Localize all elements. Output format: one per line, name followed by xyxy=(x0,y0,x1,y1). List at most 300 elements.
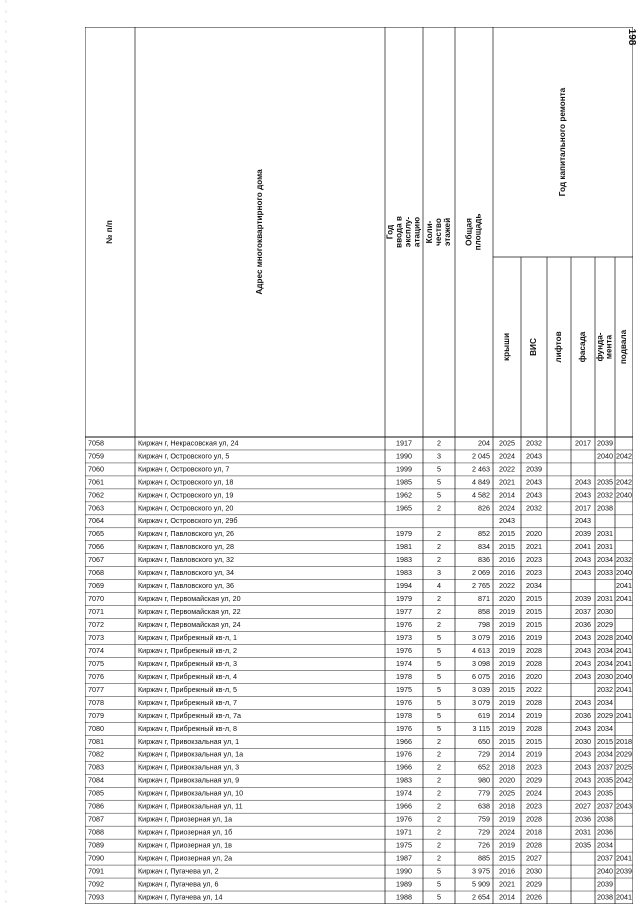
capital-repair-table xyxy=(85,27,633,904)
cell-area: 619 xyxy=(478,710,490,720)
table-row xyxy=(88,892,632,901)
cell-facade: 2043 xyxy=(575,749,591,759)
cell-num: 7069 xyxy=(88,581,104,591)
cell-year: 1989 xyxy=(396,879,412,889)
cell-floors: 2 xyxy=(437,438,441,448)
cell-vis: 2022 xyxy=(526,684,542,694)
cell-address: Киржач г, Первомайская ул, 24 xyxy=(138,620,241,630)
cell-facade: 2036 xyxy=(575,620,591,630)
cell-vis: 2023 xyxy=(526,762,542,772)
cell-area: 834 xyxy=(478,542,490,552)
cell-vis: 2024 xyxy=(526,788,542,798)
cell-vis: 2032 xyxy=(526,503,542,513)
cell-address: Киржач г, Павловского ул, 32 xyxy=(138,555,235,565)
table-row xyxy=(88,711,632,720)
cell-foundation: 2039 xyxy=(597,438,613,448)
cell-year: 1988 xyxy=(396,892,412,902)
cell-basement: 2042 xyxy=(616,477,632,487)
table-row xyxy=(88,438,613,447)
cell-basement: 2041 xyxy=(616,658,632,668)
cell-facade: 2036 xyxy=(575,814,591,824)
cell-floors: 2 xyxy=(437,762,441,772)
cell-address: Киржач г, Привокзальная ул, 9 xyxy=(138,775,240,785)
cell-foundation: 2038 xyxy=(597,892,613,902)
cell-roof: 2019 xyxy=(499,840,515,850)
cell-area: 4 582 xyxy=(472,490,490,500)
cell-foundation: 2034 xyxy=(597,658,613,668)
cell-vis: 2039 xyxy=(526,464,542,474)
cell-year: 1974 xyxy=(396,658,412,668)
cell-roof: 2025 xyxy=(499,788,515,798)
table-row xyxy=(88,646,632,655)
table-row xyxy=(88,633,632,642)
cell-vis: 2028 xyxy=(526,658,542,668)
cell-address: Киржач г, Павловского ул, 28 xyxy=(138,542,235,552)
cell-year: 1985 xyxy=(396,477,412,487)
cell-area: 759 xyxy=(478,814,490,824)
cell-roof: 2015 xyxy=(499,529,515,539)
cell-facade: 2043 xyxy=(575,788,591,798)
cell-year: 1990 xyxy=(396,451,412,461)
cell-basement: 2041 xyxy=(616,594,632,604)
cell-roof: 2019 xyxy=(499,658,515,668)
cell-foundation: 2034 xyxy=(597,723,613,733)
cell-year: 1975 xyxy=(396,684,412,694)
cell-foundation: 2040 xyxy=(597,866,613,876)
cell-vis: 2034 xyxy=(526,581,542,591)
cell-floors: 5 xyxy=(437,684,441,694)
cell-facade: 2043 xyxy=(575,723,591,733)
cell-basement: 2041 xyxy=(616,645,632,655)
cell-floors: 5 xyxy=(437,723,441,733)
cell-num: 7071 xyxy=(88,607,104,617)
cell-area: 2 654 xyxy=(472,892,490,902)
cell-basement: 2040 xyxy=(616,671,632,681)
cell-year: 1979 xyxy=(396,594,412,604)
cell-facade: 2043 xyxy=(575,762,591,772)
cell-vis: 2043 xyxy=(526,490,542,500)
cell-year: 1977 xyxy=(396,607,412,617)
cell-num: 7077 xyxy=(88,684,104,694)
cell-facade: 2043 xyxy=(575,568,591,578)
cell-foundation: 2031 xyxy=(597,594,613,604)
table-row xyxy=(88,594,632,603)
header-foundation: фунда- xyxy=(595,332,605,362)
cell-facade: 2043 xyxy=(575,490,591,500)
cell-address: Киржач г, Прибрежный кв-л, 7а xyxy=(138,710,242,720)
cell-year: 1983 xyxy=(396,775,412,785)
table-body xyxy=(88,438,632,901)
header-year-built: эксплу- xyxy=(403,216,413,248)
cell-roof: 2021 xyxy=(499,477,515,487)
cell-vis: 2043 xyxy=(526,451,542,461)
cell-area: 779 xyxy=(478,788,490,798)
cell-roof: 2024 xyxy=(499,451,515,461)
cell-year: 1973 xyxy=(396,632,412,642)
cell-vis: 2019 xyxy=(526,710,542,720)
cell-area: 3 098 xyxy=(472,658,490,668)
cell-foundation: 2035 xyxy=(597,788,613,798)
cell-address: Киржач г, Островского ул, 20 xyxy=(138,503,234,513)
cell-basement: 2042 xyxy=(616,451,632,461)
cell-num: 7064 xyxy=(88,516,104,526)
cell-num: 7079 xyxy=(88,710,104,720)
cell-facade: 2039 xyxy=(575,529,591,539)
cell-year: 1975 xyxy=(396,840,412,850)
cell-vis: 2015 xyxy=(526,620,542,630)
cell-year: 1978 xyxy=(396,671,412,681)
cell-foundation: 2035 xyxy=(597,775,613,785)
cell-roof: 2019 xyxy=(499,697,515,707)
cell-num: 7070 xyxy=(88,594,104,604)
cell-basement: 2041 xyxy=(616,684,632,694)
cell-foundation: 2037 xyxy=(597,853,613,863)
cell-foundation: 2038 xyxy=(597,814,613,824)
cell-facade: 2043 xyxy=(575,632,591,642)
cell-basement: 2041 xyxy=(616,892,632,902)
cell-year: 1983 xyxy=(396,555,412,565)
cell-num: 7085 xyxy=(88,788,104,798)
cell-vis: 2028 xyxy=(526,814,542,824)
cell-address: Киржач г, Привокзальная ул, 1 xyxy=(138,736,240,746)
cell-area: 852 xyxy=(478,529,490,539)
cell-year: 1965 xyxy=(396,503,412,513)
cell-address: Киржач г, Прибрежный кв-л, 8 xyxy=(138,723,238,733)
cell-vis: 2027 xyxy=(526,853,542,863)
cell-floors: 2 xyxy=(437,749,441,759)
cell-num: 7083 xyxy=(88,762,104,772)
cell-vis: 2028 xyxy=(526,697,542,707)
cell-area: 652 xyxy=(478,762,490,772)
cell-year: 1987 xyxy=(396,853,412,863)
cell-year: 1990 xyxy=(396,866,412,876)
cell-address: Киржач г, Приозерная ул, 1в xyxy=(138,840,232,850)
cell-area: 638 xyxy=(478,801,490,811)
table-row xyxy=(88,477,632,486)
header-foundation: мента xyxy=(604,334,614,360)
cell-year: 1999 xyxy=(396,464,412,474)
table-row xyxy=(88,607,613,616)
table-row xyxy=(88,503,613,512)
table-row xyxy=(88,802,632,811)
table-row xyxy=(88,516,591,525)
cell-address: Киржач г, Павловского ул, 26 xyxy=(138,529,235,539)
cell-vis: 2028 xyxy=(526,645,542,655)
cell-floors: 5 xyxy=(437,477,441,487)
cell-area: 3 115 xyxy=(472,723,490,733)
table-row xyxy=(88,841,613,850)
table-row xyxy=(88,581,632,590)
table-row xyxy=(88,776,632,785)
cell-roof: 2019 xyxy=(499,607,515,617)
cell-vis: 2028 xyxy=(526,840,542,850)
cell-address: Киржач г, Прибрежный кв-л, 3 xyxy=(138,658,238,668)
cell-num: 7076 xyxy=(88,671,104,681)
cell-year: 1978 xyxy=(396,710,412,720)
cell-foundation: 2015 xyxy=(597,736,613,746)
cell-roof: 2020 xyxy=(499,594,515,604)
cell-basement: 2039 xyxy=(616,866,632,876)
cell-roof: 2016 xyxy=(499,632,515,642)
cell-address: Киржач г, Прибрежный кв-л, 2 xyxy=(138,645,238,655)
cell-foundation: 2032 xyxy=(597,684,613,694)
cell-num: 7088 xyxy=(88,827,104,837)
cell-address: Киржач г, Островского ул, 19 xyxy=(138,490,234,500)
cell-year: 1976 xyxy=(396,620,412,630)
cell-num: 7093 xyxy=(88,892,104,902)
cell-vis: 2029 xyxy=(526,879,542,889)
cell-roof: 2014 xyxy=(499,749,515,759)
cell-floors: 2 xyxy=(437,801,441,811)
cell-num: 7089 xyxy=(88,840,104,850)
cell-foundation: 2030 xyxy=(597,607,613,617)
cell-vis: 2028 xyxy=(526,723,542,733)
cell-floors: 2 xyxy=(437,814,441,824)
cell-roof: 2018 xyxy=(499,801,515,811)
cell-foundation: 2029 xyxy=(597,620,613,630)
cell-address: Киржач г, Островского ул, 29б xyxy=(138,516,238,526)
cell-vis: 2015 xyxy=(526,736,542,746)
cell-floors: 2 xyxy=(437,594,441,604)
table-row xyxy=(88,724,613,733)
cell-foundation: 2036 xyxy=(597,827,613,837)
cell-floors: 2 xyxy=(437,620,441,630)
cell-area: 729 xyxy=(478,749,490,759)
cell-area: 6 075 xyxy=(472,671,490,681)
cell-num: 7091 xyxy=(88,866,104,876)
cell-roof: 2015 xyxy=(499,542,515,552)
cell-foundation: 2034 xyxy=(597,555,613,565)
cell-num: 7082 xyxy=(88,749,104,759)
cell-num: 7092 xyxy=(88,879,104,889)
cell-area: 826 xyxy=(478,503,490,513)
header-lifts: лифтов xyxy=(554,331,564,363)
cell-num: 7063 xyxy=(88,503,104,513)
cell-vis: 2030 xyxy=(526,866,542,876)
cell-roof: 2019 xyxy=(499,723,515,733)
cell-foundation: 2029 xyxy=(597,710,613,720)
cell-floors: 5 xyxy=(437,464,441,474)
header-year-built: Год xyxy=(385,224,395,240)
cell-facade: 2041 xyxy=(575,542,591,552)
cell-year: 1976 xyxy=(396,814,412,824)
cell-address: Киржач г, Островского ул, 18 xyxy=(138,477,234,487)
cell-basement: 2041 xyxy=(616,581,632,591)
cell-roof: 2043 xyxy=(499,516,515,526)
cell-floors: 5 xyxy=(437,490,441,500)
cell-roof: 2014 xyxy=(499,710,515,720)
cell-foundation: 2030 xyxy=(597,671,613,681)
cell-address: Киржач г, Прибрежный кв-л, 1 xyxy=(138,632,238,642)
table-row xyxy=(88,685,632,694)
cell-roof: 2024 xyxy=(499,827,515,837)
table-row xyxy=(88,866,632,875)
header-roof: крыши xyxy=(502,333,512,361)
cell-num: 7058 xyxy=(88,438,104,448)
table-svg xyxy=(85,27,633,904)
cell-basement: 2029 xyxy=(616,749,632,759)
cell-address: Киржач г, Павловского ул, 34 xyxy=(138,568,235,578)
cell-foundation: 2038 xyxy=(597,503,613,513)
cell-address: Киржач г, Некрасовская ул, 24 xyxy=(138,438,239,448)
cell-foundation: 2032 xyxy=(597,490,613,500)
cell-vis: 2019 xyxy=(526,632,542,642)
cell-roof: 2020 xyxy=(499,775,515,785)
cell-foundation: 2034 xyxy=(597,840,613,850)
cell-floors: 2 xyxy=(437,503,441,513)
cell-area: 980 xyxy=(478,775,490,785)
table-row xyxy=(88,737,632,746)
cell-foundation: 2040 xyxy=(597,451,613,461)
cell-address: Киржач г, Прибрежный кв-л, 5 xyxy=(138,684,238,694)
header-floors: чество xyxy=(434,218,444,246)
cell-area: 726 xyxy=(478,840,490,850)
header-address: Адрес многоквартирного дома xyxy=(255,169,265,295)
cell-roof: 2015 xyxy=(499,736,515,746)
page-number: 198 xyxy=(626,28,637,46)
cell-floors: 5 xyxy=(437,866,441,876)
cell-area: 4 613 xyxy=(472,645,490,655)
cell-basement: 2041 xyxy=(616,853,632,863)
cell-roof: 2016 xyxy=(499,555,515,565)
table-row xyxy=(88,451,632,460)
cell-area: 2 463 xyxy=(472,464,490,474)
cell-floors: 5 xyxy=(437,632,441,642)
cell-floors: 2 xyxy=(437,853,441,863)
cell-vis: 2023 xyxy=(526,801,542,811)
cell-facade: 2043 xyxy=(575,555,591,565)
cell-roof: 2015 xyxy=(499,853,515,863)
cell-roof: 2019 xyxy=(499,620,515,630)
cell-year: 1976 xyxy=(396,697,412,707)
cell-address: Киржач г, Приозерная ул, 2а xyxy=(138,853,233,863)
cell-vis: 2023 xyxy=(526,555,542,565)
cell-roof: 2019 xyxy=(499,645,515,655)
table-row xyxy=(88,529,613,538)
cell-num: 7087 xyxy=(88,814,104,824)
cell-foundation: 2037 xyxy=(597,801,613,811)
table-row xyxy=(88,879,613,888)
table-row xyxy=(88,750,632,759)
cell-floors: 5 xyxy=(437,697,441,707)
cell-area: 2 045 xyxy=(472,451,490,461)
cell-num: 7090 xyxy=(88,853,104,863)
cell-vis: 2021 xyxy=(526,542,542,552)
table-row xyxy=(88,854,632,863)
cell-roof: 2016 xyxy=(499,671,515,681)
header-facade: фасада xyxy=(578,331,588,363)
header-area: площадь xyxy=(473,213,483,251)
cell-facade: 2039 xyxy=(575,594,591,604)
cell-roof: 2024 xyxy=(499,503,515,513)
cell-roof: 2021 xyxy=(499,879,515,889)
cell-num: 7068 xyxy=(88,568,104,578)
table-row xyxy=(88,698,613,707)
cell-num: 7081 xyxy=(88,736,104,746)
cell-address: Киржач г, Привокзальная ул, 1а xyxy=(138,749,244,759)
cell-facade: 2043 xyxy=(575,671,591,681)
cell-address: Киржач г, Островского ул, 7 xyxy=(138,464,230,474)
cell-address: Киржач г, Прибрежный кв-л, 7 xyxy=(138,697,238,707)
cell-facade: 2036 xyxy=(575,710,591,720)
cell-basement: 2041 xyxy=(616,710,632,720)
cell-year: 1981 xyxy=(396,542,412,552)
cell-address: Киржач г, Первомайская ул, 22 xyxy=(138,607,241,617)
cell-num: 7065 xyxy=(88,529,104,539)
cell-foundation: 2037 xyxy=(597,762,613,772)
cell-facade: 2043 xyxy=(575,645,591,655)
cell-roof: 2015 xyxy=(499,684,515,694)
cell-floors: 2 xyxy=(437,827,441,837)
cell-vis: 2029 xyxy=(526,775,542,785)
cell-area: 836 xyxy=(478,555,490,565)
cell-floors: 5 xyxy=(437,658,441,668)
cell-year: 1966 xyxy=(396,801,412,811)
cell-floors: 5 xyxy=(437,892,441,902)
cell-area: 650 xyxy=(478,736,490,746)
cell-floors: 5 xyxy=(437,671,441,681)
cell-basement: 2042 xyxy=(616,775,632,785)
cell-vis: 2026 xyxy=(526,892,542,902)
cell-facade: 2043 xyxy=(575,775,591,785)
table-row xyxy=(88,490,632,499)
cell-roof: 2014 xyxy=(499,490,515,500)
cell-facade: 2043 xyxy=(575,516,591,526)
cell-vis: 2020 xyxy=(526,671,542,681)
cell-foundation: 2031 xyxy=(597,542,613,552)
cell-year: 1962 xyxy=(396,490,412,500)
cell-floors: 2 xyxy=(437,788,441,798)
cell-address: Киржач г, Островского ул, 5 xyxy=(138,451,230,461)
cell-address: Киржач г, Привокзальная ул, 3 xyxy=(138,762,240,772)
table-row xyxy=(88,620,613,629)
cell-floors: 5 xyxy=(437,645,441,655)
cell-floors: 2 xyxy=(437,555,441,565)
cell-roof: 2022 xyxy=(499,581,515,591)
cell-area: 3 039 xyxy=(472,684,490,694)
cell-facade: 2017 xyxy=(575,503,591,513)
cell-num: 7074 xyxy=(88,645,104,655)
cell-basement: 2043 xyxy=(616,801,632,811)
header-year-built: ввода в xyxy=(394,216,404,248)
cell-address: Киржач г, Первомайская ул, 20 xyxy=(138,594,241,604)
cell-year: 1976 xyxy=(396,645,412,655)
cell-facade: 2043 xyxy=(575,697,591,707)
cell-num: 7067 xyxy=(88,555,104,565)
cell-facade: 2037 xyxy=(575,607,591,617)
cell-floors: 2 xyxy=(437,840,441,850)
cell-facade: 2043 xyxy=(575,658,591,668)
cell-address: Киржач г, Привокзальная ул, 10 xyxy=(138,788,244,798)
table-row xyxy=(88,815,613,824)
cell-floors: 2 xyxy=(437,542,441,552)
table-row xyxy=(88,763,632,772)
cell-basement: 2040 xyxy=(616,568,632,578)
cell-year: 1979 xyxy=(396,529,412,539)
header-basement: подвала xyxy=(619,329,629,365)
cell-facade: 2027 xyxy=(575,801,591,811)
cell-vis: 2032 xyxy=(526,438,542,448)
cell-roof: 2018 xyxy=(499,762,515,772)
cell-foundation: 2039 xyxy=(597,879,613,889)
table-row xyxy=(88,568,632,577)
cell-num: 7075 xyxy=(88,658,104,668)
cell-area: 3 079 xyxy=(472,697,490,707)
cell-num: 7060 xyxy=(88,464,104,474)
cell-facade: 2035 xyxy=(575,840,591,850)
cell-num: 7086 xyxy=(88,801,104,811)
table-row xyxy=(88,659,632,668)
